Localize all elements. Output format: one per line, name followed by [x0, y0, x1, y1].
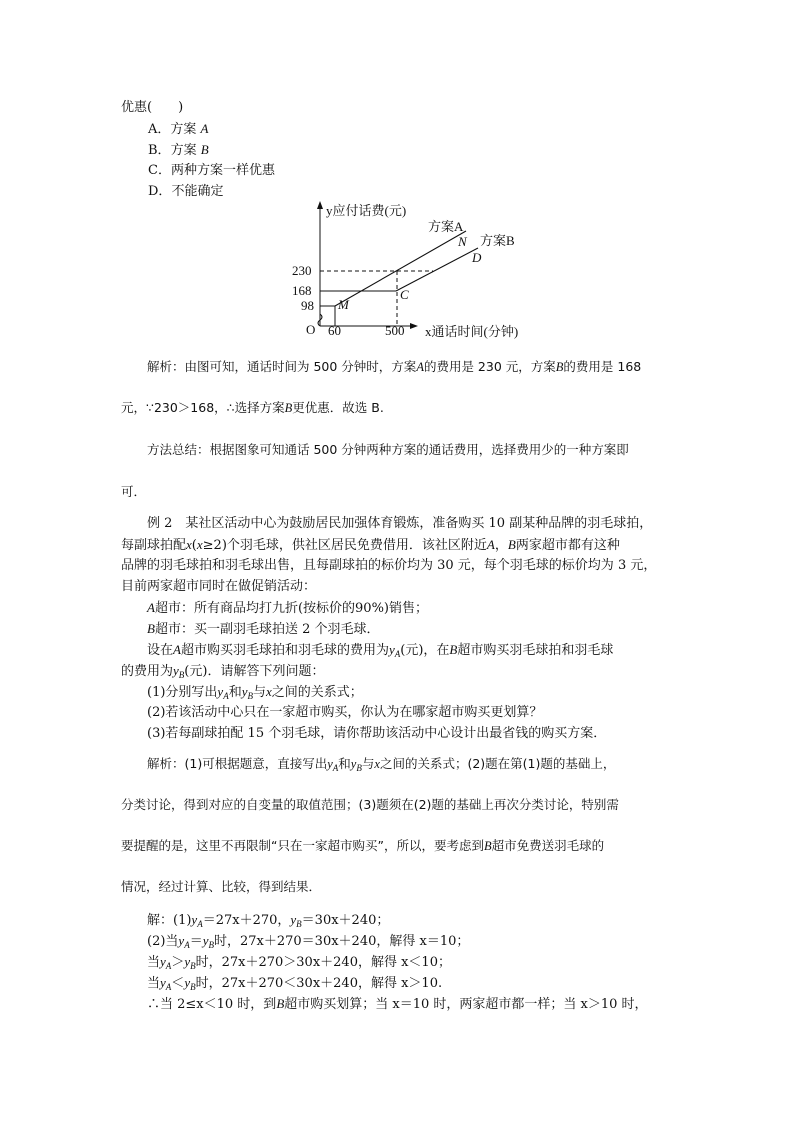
point-n-label: N — [458, 234, 467, 249]
analysis2-line3 — [121, 838, 604, 854]
x-tick-500: 500 — [385, 323, 405, 338]
var: B — [507, 537, 516, 552]
text: ＝30x＋240； — [301, 913, 390, 928]
subscript: B — [247, 691, 253, 701]
text: 更优惠．故选 B. — [292, 400, 384, 415]
var: B — [284, 401, 293, 415]
setup-line2 — [121, 663, 324, 680]
text: 的费用为 — [121, 664, 174, 679]
text: 当 — [147, 976, 161, 991]
example2-p4: 目前两家超市同时在做促销活动： — [121, 579, 317, 594]
text: 时，27x＋270＞30x＋240，解得 x＜10； — [195, 955, 451, 970]
option-text: 方案 — [170, 122, 197, 137]
text: 超市购买羽毛球拍和羽毛球的费用为 — [180, 643, 389, 658]
subscript: A — [332, 763, 339, 773]
example2-p1: 例 2 某社区活动中心为鼓励居民加强体育锻炼，准备购买 10 副某种品牌的羽毛球拍， — [147, 516, 653, 531]
point-d-label: D — [472, 250, 482, 265]
text: 设在 — [147, 643, 174, 658]
var: y — [327, 757, 333, 771]
var: y — [184, 975, 191, 990]
text: 和 — [338, 756, 351, 771]
text: (2)当 — [147, 934, 179, 949]
var: y — [178, 933, 185, 948]
var: x — [186, 537, 192, 552]
solution-1 — [147, 912, 389, 929]
option-letter: C． — [148, 163, 171, 178]
var: B — [276, 996, 285, 1011]
analysis1-line2 — [121, 400, 384, 416]
subscript: A — [165, 961, 172, 971]
var: y — [217, 684, 224, 699]
option-text: 不能确定 — [171, 184, 224, 199]
text: 之间的关系式； — [271, 685, 363, 700]
option-letter: A． — [148, 122, 171, 137]
example2-p2 — [121, 537, 620, 554]
text: 两家超市都有这种 — [515, 538, 620, 553]
point-m-label: M — [338, 297, 349, 312]
subscript: B — [178, 670, 185, 680]
y-tick-98: 98 — [301, 298, 314, 313]
subscript: B — [356, 763, 362, 773]
subscript: A — [184, 940, 190, 950]
text: 时，27x＋270＜30x＋240，解得 x＞10. — [195, 976, 443, 991]
method-line2: 可． — [121, 484, 147, 499]
x-tick-60: 60 — [328, 323, 341, 338]
var: x — [196, 537, 203, 552]
text: (元)，在 — [400, 643, 450, 658]
var: A — [147, 600, 155, 615]
text: 的费用是 168 — [563, 359, 642, 374]
y-tick-168: 168 — [292, 283, 312, 298]
solution-5 — [147, 996, 648, 1013]
question-stem-end: 优惠( ) — [121, 100, 184, 115]
question-3: (3)若每副球拍配 15 个羽毛球，请你帮助该活动中心设计出最省钱的购买方案． — [147, 726, 607, 741]
analysis2-line2: 分类讨论，得到对应的自变量的取值范围；(3)题须在(2)题的基础上再次分类讨论，特别需 — [121, 797, 619, 812]
analysis2-line4: 情况，经过计算、比较，得到结果． — [121, 879, 322, 894]
var: y — [191, 912, 198, 927]
text: ＜ — [171, 976, 185, 991]
text: 解析：(1)可根据题意，直接写出 — [147, 756, 328, 771]
text: 元，∵230＞168，∴选择方案 — [121, 400, 285, 415]
text: 与 — [361, 756, 375, 771]
solution-4 — [147, 975, 442, 992]
option-c — [148, 163, 275, 179]
var: A — [173, 642, 181, 657]
text: ≥2)个羽毛球，供社区居民免费借用．该社区附近 — [202, 538, 487, 553]
text: 与 — [253, 685, 267, 700]
var: y — [160, 975, 166, 990]
subscript: A — [223, 691, 229, 701]
text: 超市：所有商品均打九折(按标价的90%)销售； — [154, 601, 428, 616]
option-var: A — [200, 121, 209, 136]
text: 解析：由图可知，通话时间为 500 分钟时，方案 — [147, 359, 417, 374]
var: x — [266, 684, 272, 699]
question-2: (2)若该活动中心只在一家超市购买，你认为在哪家超市购买更划算？ — [147, 705, 543, 720]
var: y — [202, 933, 209, 948]
option-a — [148, 121, 209, 138]
solution-3 — [147, 954, 451, 971]
x-axis-arrow — [410, 323, 418, 329]
subscript: A — [394, 649, 401, 659]
text: ∴当 2≤x＜10 时，到 — [147, 997, 277, 1012]
text: 时，27x＋270＝30x＋240，解得 x＝10； — [214, 934, 470, 949]
text: (元)．请解答下列问题： — [184, 664, 325, 679]
analysis2-line1 — [147, 756, 615, 772]
text: 超市免费送羽毛球的 — [491, 838, 605, 853]
var: y — [388, 642, 395, 657]
text: 超市：买一副羽毛球拍送 2 个羽毛球． — [154, 622, 380, 637]
question-1 — [147, 684, 363, 701]
text: 解：(1) — [147, 913, 192, 928]
option-letter: B． — [148, 143, 171, 158]
option-text: 两种方案一样优惠 — [170, 163, 275, 178]
option-text: 方案 — [170, 143, 197, 158]
setup-line1 — [147, 642, 613, 659]
var: B — [147, 621, 155, 636]
analysis1-line1 — [147, 359, 641, 375]
subscript: A — [165, 982, 172, 992]
subscript: B — [190, 982, 196, 992]
text: ＝ — [189, 934, 203, 949]
supermarket-a — [147, 600, 428, 617]
var: x — [374, 757, 380, 771]
plan-b-line — [396, 248, 478, 291]
plan-b-label: 方案B — [480, 233, 515, 248]
subscript: A — [197, 919, 203, 929]
option-letter: D． — [148, 184, 172, 199]
y-tick-230: 230 — [292, 263, 312, 278]
option-b — [148, 142, 209, 159]
point-c-label: C — [400, 287, 409, 302]
text: 超市购买羽毛球拍和羽毛球 — [457, 643, 614, 658]
var: y — [290, 912, 297, 927]
method-line1: 方法总结：根据图象可知通话 500 分钟两种方案的通话费用，选择费用少的一种方案即 — [147, 442, 629, 457]
origin-label: O — [306, 322, 316, 337]
example2-p3: 品牌的羽毛球拍和羽毛球出售，且每副球拍的标价均为 30 元，每个羽毛球的标价均为 3 元， — [121, 558, 657, 573]
text: 要提醒的是，这里不再限制“只在一家超市购买”，所以，要考虑到 — [121, 838, 484, 853]
subscript: B — [190, 961, 196, 971]
text: 当 — [147, 955, 161, 970]
option-d — [148, 184, 223, 200]
supermarket-b — [147, 621, 380, 638]
var: y — [173, 663, 179, 678]
var: A — [416, 360, 424, 374]
solution-2 — [147, 933, 469, 950]
var: B — [483, 839, 492, 853]
text: 每副球拍配 — [121, 538, 187, 553]
text: ＝27x＋270， — [202, 913, 291, 928]
subscript: B — [208, 940, 214, 950]
cost-graph — [292, 198, 546, 348]
text: 的费用是 230 元，方案 — [423, 359, 556, 374]
subscript: B — [296, 919, 302, 929]
var: y — [160, 954, 166, 969]
text: ＞ — [171, 955, 185, 970]
var: y — [350, 757, 357, 771]
text: 之间的关系式；(2)题在第(1)题的基础上， — [379, 756, 616, 771]
var: A — [486, 537, 495, 552]
y-axis-label: y应付话费(元) — [326, 203, 407, 218]
text: (1)分别写出 — [147, 685, 218, 700]
text: 超市购买划算；当 x＝10 时，两家超市都一样；当 x＞10 时， — [284, 997, 648, 1012]
text: ( — [191, 538, 197, 553]
plan-a-label: 方案A — [428, 219, 464, 234]
var: B — [449, 642, 458, 657]
var: B — [555, 360, 564, 374]
var: y — [241, 684, 248, 699]
text: ， — [494, 538, 508, 553]
option-var: B — [200, 142, 209, 157]
y-axis-arrow — [317, 201, 323, 209]
var: y — [184, 954, 191, 969]
x-axis-label: x通话时间(分钟) — [425, 324, 519, 339]
text: 和 — [228, 685, 242, 700]
